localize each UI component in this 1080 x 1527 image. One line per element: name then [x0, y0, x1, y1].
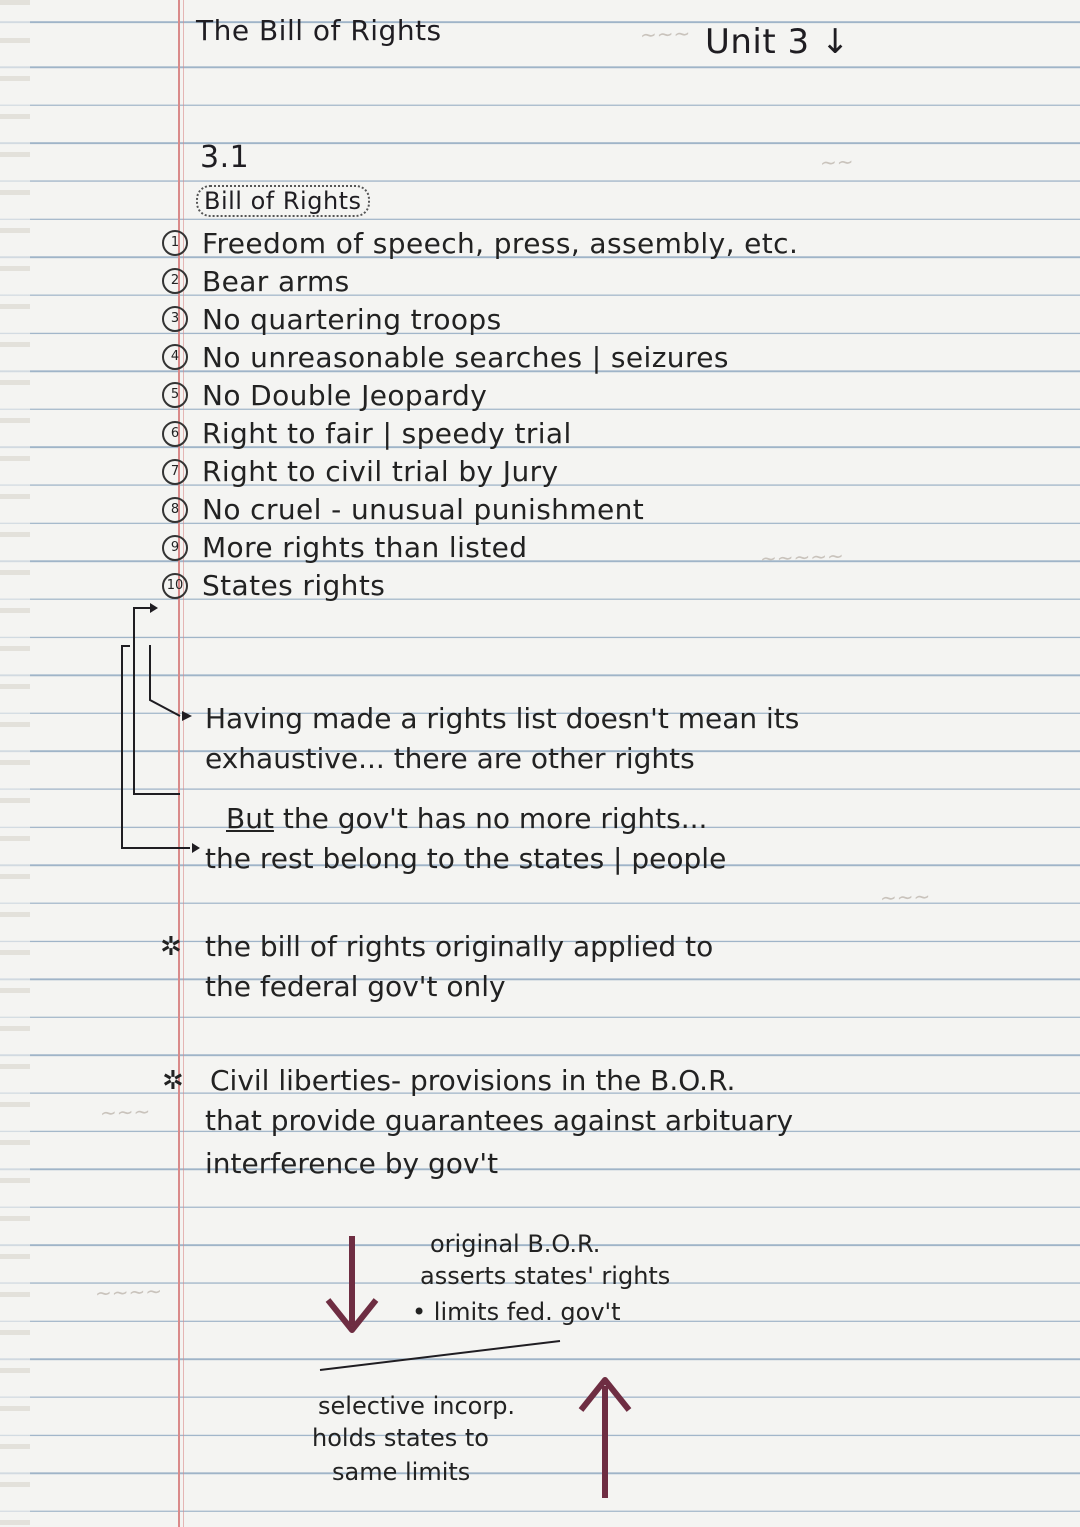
- arrowhead-icon: [182, 711, 192, 721]
- divider-line: [320, 1341, 560, 1370]
- amendment-number: 4: [162, 344, 188, 370]
- original-bor-line1: original B.O.R.: [430, 1230, 601, 1258]
- section-number: 3.1: [200, 140, 250, 175]
- amendment-text: States rights: [202, 569, 386, 603]
- bleed-through-mark: ~~~: [99, 1099, 151, 1125]
- page-title: The Bill of Rights: [196, 14, 442, 47]
- original-bor-line3: • limits fed. gov't: [412, 1298, 621, 1326]
- unit-label: Unit 3 ↓: [705, 22, 850, 62]
- note-civil-line3: interference by gov't: [205, 1147, 499, 1180]
- amendment-text: Freedom of speech, press, assembly, etc.: [202, 226, 799, 260]
- amendment-number: 7: [162, 459, 188, 485]
- amendment-text: Right to civil trial by Jury: [202, 455, 559, 489]
- bleed-through-mark: ~~~~~: [759, 543, 845, 571]
- tenth-explanation-line1: [226, 800, 707, 838]
- connector-ninth: [134, 608, 180, 794]
- amendment-text: No cruel - unusual punishment: [202, 493, 645, 527]
- amendment-text: No quartering troops: [202, 302, 502, 336]
- note-federal-line1: the bill of rights originally applied to: [205, 930, 714, 963]
- tenth-explanation-text: the gov't has no more rights...: [273, 802, 708, 835]
- star-icon: ✲: [162, 1066, 184, 1096]
- selective-incorp-line2: holds states to: [312, 1424, 489, 1452]
- connector-tenth: [122, 646, 190, 848]
- bleed-through-mark: ~~~: [639, 21, 691, 47]
- amendment-text: No unreasonable searches | seizures: [202, 340, 729, 374]
- bleed-through-mark: ~~~: [879, 884, 931, 910]
- note-civil-line2: that provide guarantees against arbituary: [205, 1104, 794, 1137]
- note-federal-line2: the federal gov't only: [205, 970, 506, 1003]
- selective-incorp-line1: selective incorp.: [318, 1392, 516, 1420]
- amendment-number: 10: [162, 573, 188, 599]
- tenth-explanation-line2: the rest belong to the states | people: [205, 842, 727, 875]
- ninth-explanation-line2: exhaustive... there are other rights: [205, 742, 695, 775]
- bleed-through-mark: ~~~~: [94, 1278, 163, 1306]
- amendment-text: No Double Jeopardy: [202, 378, 488, 412]
- selective-incorp-line3: same limits: [332, 1458, 471, 1486]
- amendment-text: More rights than listed: [202, 531, 528, 565]
- star-icon: ✲: [160, 932, 182, 962]
- original-bor-line2: asserts states' rights: [420, 1262, 671, 1290]
- amendment-number: 6: [162, 421, 188, 447]
- amendment-text: Bear arms: [202, 264, 350, 298]
- note-civil-line1: Civil liberties- provisions in the B.O.R.: [210, 1064, 736, 1097]
- bleed-through-mark: ~~: [819, 149, 854, 175]
- but-word: But: [226, 802, 274, 835]
- arrowhead-icon: [192, 843, 200, 853]
- amendment-text: Right to fair | speedy trial: [202, 417, 572, 451]
- ninth-explanation-line1: Having made a rights list doesn't mean its: [205, 702, 800, 735]
- amendment-number: 1: [162, 230, 188, 256]
- amendment-number: 2: [162, 268, 188, 294]
- section-heading: Bill of Rights: [196, 185, 370, 217]
- connector-ninth-branch: [150, 645, 180, 716]
- amendment-number: 9: [162, 535, 188, 561]
- amendment-number: 5: [162, 382, 188, 408]
- amendment-number: 8: [162, 497, 188, 523]
- amendment-number: 3: [162, 306, 188, 332]
- arrowhead-icon: [150, 603, 158, 613]
